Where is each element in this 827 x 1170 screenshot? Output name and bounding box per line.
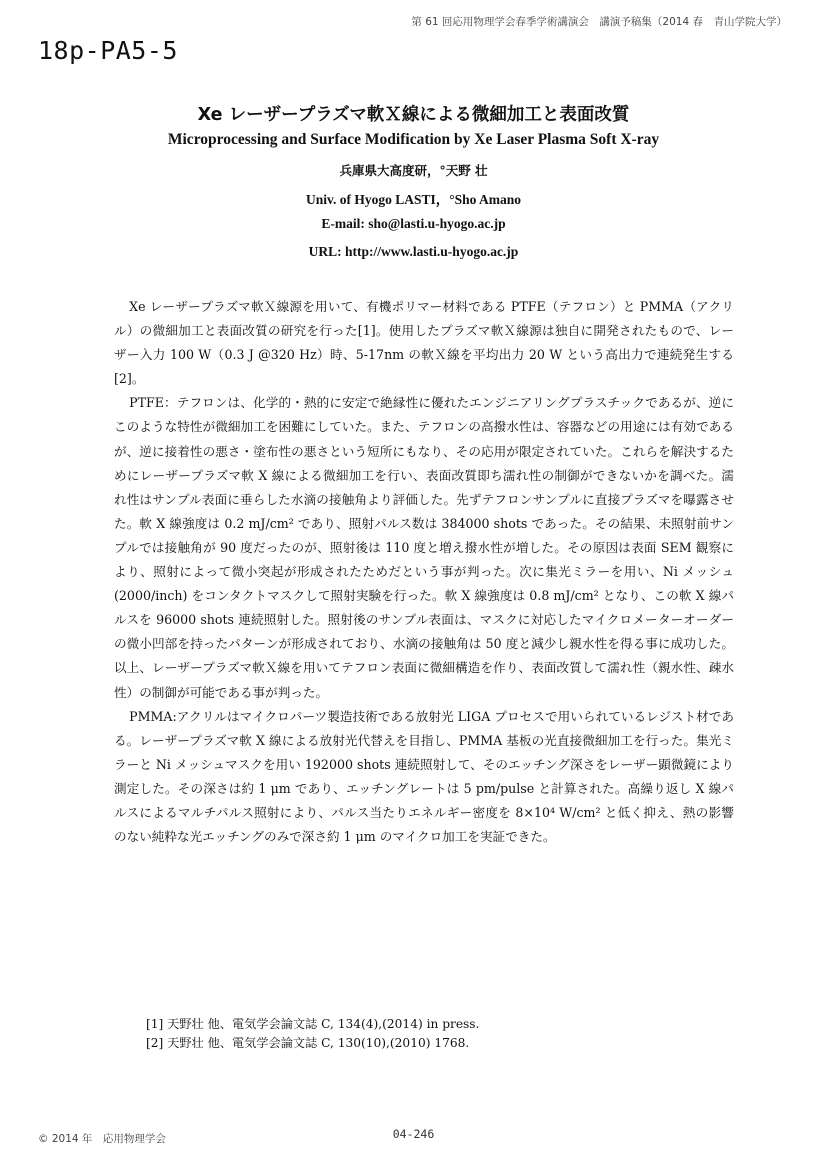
- lab-url: URL: http://www.lasti.u-hyogo.ac.jp: [308, 244, 519, 259]
- paragraph-intro: Xe レーザープラズマ軟Ｘ線源を用いて、有機ポリマー材料である PTFE（テフロン）と PMMA（アクリル）の微細加工と表面改質の研究を行った[1]。使用したプラズマ軟Ｘ線源は独自に開発されたもので、レーザー入力 100 W（0.3 J @320 Hz）時、5-17nm の軟Ｘ線を平均出力 20 W という高出力で連続発生する[2]。: [114, 299, 734, 387]
- copyright: © 2014 年 応用物理学会: [38, 1133, 166, 1145]
- reference-item: [1] 天野壮 他、電気学会論文誌 C, 134(4),(2014) in press.: [146, 1017, 480, 1031]
- authors-japanese: 兵庫県大高度研，°天野 壮: [339, 163, 488, 178]
- reference-item: [2] 天野壮 他、電気学会論文誌 C, 130(10),(2010) 1768.: [146, 1036, 470, 1050]
- author-email: E-mail: sho@lasti.u-hyogo.ac.jp: [321, 216, 506, 231]
- conference-header: 第 61 回応用物理学会春季学術講演会 講演予稿集（2014 春 青山学院大学）: [411, 16, 787, 28]
- paragraph-ptfe: PTFE：テフロンは、化学的・熱的に安定で絶縁性に優れたエンジニアリングプラスチックであるが、逆にこのような特性が微細加工を困難にしていた。また、テフロンの高撥水性は、容器などの用途には有効であるが、逆に接着性の悪さ・塗布性の悪さという短所にもなり、その応用が限定されていた。これらを解決するためにレーザープラズマ軟 X 線による微細加工を行い、表面改質即ち濡れ性の制御ができないかを調べた。濡れ性はサンプル表面に垂らした水滴の接触角より評価した。先ずテフロンサンプルに直接プラズマを曝露させた。軟 X 線強度は 0.2 mJ/cm² であり、照射パルス数は 384000 shots であった。その結果、未照射前サンプルでは接触角が 90 度だったのが、照射後は 110 度と増え撥水性が増した。その原因は表面 SEM 観察により、照射によって微小突起が形成されたためだという事が判った。次に集光ミラーを用い、Ni メッシュ(2000/inch) をコンタクトマスクして照射実験を行った。軟 X 線強度は 0.8 mJ/cm² となり、この軟 X 線パルスを 96000 shots 連続照射した。照射後のサンプル表面は、マスクに対応したマイクロメーターオーダーの微小凹部を持ったパターンが形成されており、水滴の接触角は 50 度と減少し親水性を得る事に成功した。以上、レーザープラズマ軟Ｘ線を用いてテフロン表面に微細構造を作り、表面改質して濡れ性（親水性、疎水性）の制御が可能である事が判った。: [114, 395, 734, 700]
- abstract-body: [114, 295, 734, 849]
- authors-english: Univ. of Hyogo LASTI，°Sho Amano: [305, 192, 522, 207]
- paragraph-pmma: PMMA:アクリルはマイクロパーツ製造技術である放射光 LIGA プロセスで用いられているレジスト材である。レーザープラズマ軟 X 線による放射光代替えを目指し、PMMA 基板の光直接微細加工を行った。集光ミラーと Ni メッシュマスクを用い 192000 shots 連続照射して、そのエッチング深さをレーザー顕微鏡により測定した。その深さは約 1 μm であり、エッチングレートは 5 pm/pulse と計算された。高繰り返し X 線パルスによるマルチパルス照射により、パルス当たりエネルギー密度を 8×10⁴ W/cm² と低く抑え、熱の影響のない純粋な光エッチングのみで深さ約 1 μm のマイクロ加工を実証できた。: [114, 708, 734, 845]
- paper-code: 18p-PA5-5: [38, 36, 178, 65]
- page-number: 04-246: [392, 1127, 435, 1141]
- title-english: Microprocessing and Surface Modification by Xe Laser Plasma Soft X-ray: [167, 131, 660, 148]
- title-japanese: Xe レーザープラズマ軟Ｘ線による微細加工と表面改質: [197, 105, 630, 125]
- references: [146, 1015, 706, 1053]
